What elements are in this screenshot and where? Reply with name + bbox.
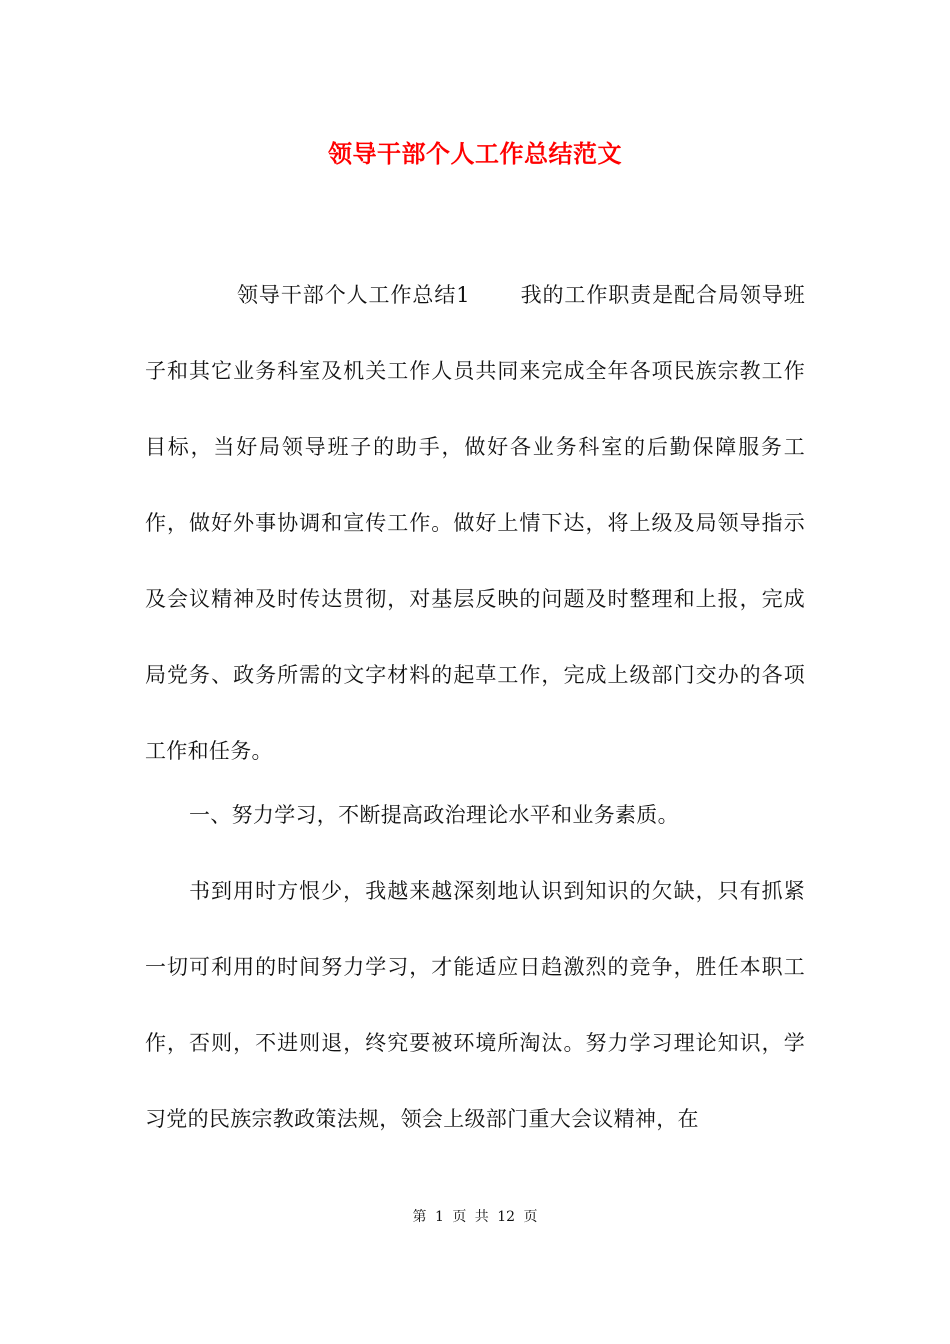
document-title: 领导干部个人工作总结范文 (328, 139, 622, 168)
footer-total-pages: 12 (497, 1209, 516, 1225)
paragraph-2 (145, 777, 805, 853)
paragraph-3 (145, 853, 805, 1157)
footer-page-number: 1 (434, 1209, 444, 1225)
page-footer (0, 1207, 950, 1227)
footer-prefix: 第 (412, 1209, 427, 1225)
paragraph-1-lead: 领导干部个人工作总结1 (237, 283, 470, 307)
paragraph-1 (145, 257, 805, 789)
footer-suffix: 页 (523, 1209, 538, 1225)
paragraph-3-text: 书到用时方恨少，我越来越深刻地认识到知识的欠缺，只有抓紧一切可利用的时间努力学习，才能适应日趋激烈的竞争，胜任本职工作，否则，不进则退，终究要被环境所淘汰。努力学习理论知识，学习党的民族宗教政策法规，领会上级部门重大会议精神，在 (145, 879, 805, 1131)
footer-middle: 页 共 (452, 1209, 489, 1225)
paragraph-1-text (145, 257, 805, 789)
paragraph-2-text: 一、努力学习，不断提高政治理论水平和业务素质。 (189, 803, 679, 827)
paragraph-1-body: 我的工作职责是配合局领导班子和其它业务科室及机关工作人员共同来完成全年各项民族宗教工作目标，当好局领导班子的助手，做好各业务科室的后勤保障服务工作，做好外事协调和宣传工作。做好上情下达，将上级及局领导指示及会议精神及时传达贯彻，对基层反映的问题及时整理和上报，完成局党务、政务所需的文字材料的起草工作，完成上级部门交办的各项工作和任务。 (145, 283, 805, 763)
